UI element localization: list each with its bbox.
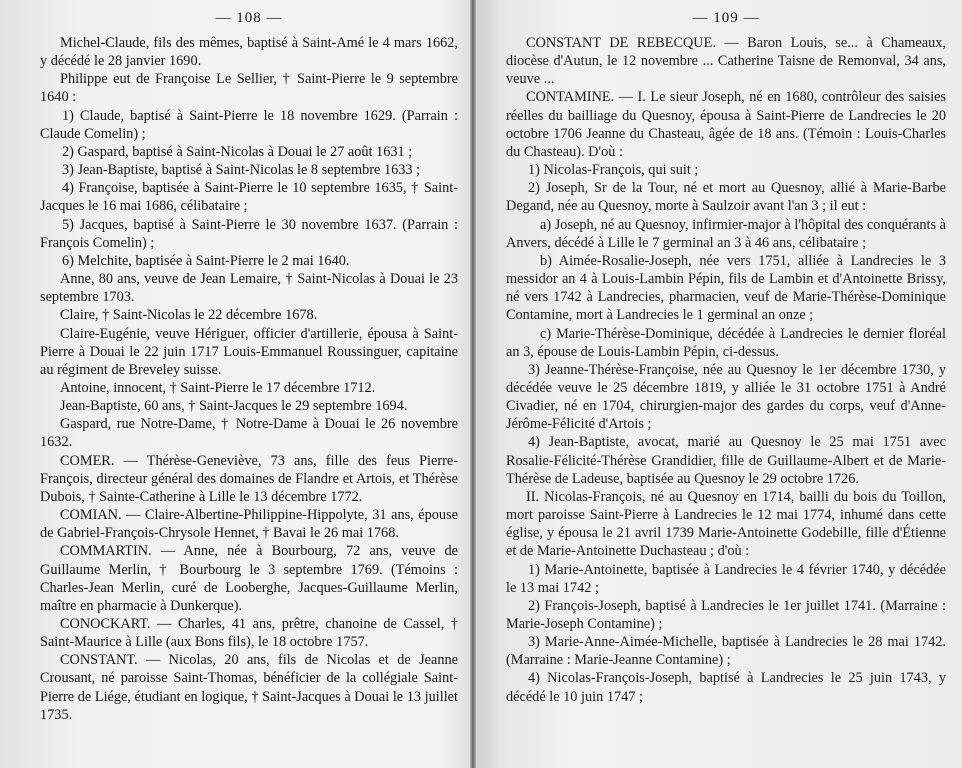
entry-paragraph: Michel-Claude, fils des mêmes, baptisé à Saint-Amé le 4 mars 1662, y décédé le 28 janvier 1690.: [40, 35, 458, 70]
entry-paragraph: a) Joseph, né au Quesnoy, infirmier-major à l'hôpital des conquérants à Anvers, décédé à Lille le 7 germinal an 3 à 46 ans, célibataire ;: [506, 216, 946, 251]
entry-paragraph: COMMARTIN. — Anne, née à Bourbourg, 72 ans, veuve de Guillaume Merlin, † Bourbourg le 3 septembre 1769. (Témoins : Charles-Jean Merlin, curé de Looberghe, Jacques-Guillaume Merlin, maître en pharmacie à Dunkerque).: [40, 543, 458, 614]
left-page: [0, 0, 472, 768]
entry-paragraph: Gaspard, rue Notre-Dame, † Notre-Dame à Douai le 26 novembre 1632.: [40, 416, 458, 451]
entry-paragraph: CONTAMINE. — I. Le sieur Joseph, né en 1680, contrôleur des saisies réelles du bailliage du Quesnoy, épousa à Saint-Pierre de Landrecies le 20 octobre 1706 Jeanne du Chasteau, âgée de 18 ans. (Témoin : Louis-Charles du Chasteau). D'où :: [506, 89, 946, 160]
entry-paragraph: Philippe eut de Françoise Le Sellier, † Saint-Pierre le 9 septembre 1640 :: [40, 71, 458, 106]
right-page: [472, 0, 962, 768]
page-body: [40, 34, 458, 724]
entry-paragraph: 3) Marie-Anne-Aimée-Michelle, baptisée à Landrecies le 28 mai 1742. (Marraine : Marie-Jeanne Contamine) ;: [506, 634, 946, 669]
entry-paragraph: 4) Nicolas-François-Joseph, baptisé à Landrecies le 25 juin 1743, y décédé le 10 juin 1747 ;: [506, 670, 946, 705]
entry-paragraph: 5) Jacques, baptisé à Saint-Pierre le 30 novembre 1637. (Parrain : François Comelin) ;: [40, 216, 458, 251]
entry-paragraph: CONSTANT DE REBECQUE. — Baron Louis, se... à Chameaux, diocèse d'Autun, le 12 novembre ... Catherine Taisne de Remonval, 34 ans, veuve ...: [506, 35, 946, 88]
entry-paragraph: 4) Jean-Baptiste, avocat, marié au Quesnoy le 25 mai 1751 avec Rosalie-Félicité-Thérèse Grandidier, fille de Guillaume-Albert et de Marie-Thérèse de Ladeuse, baptisée au Quesnoy le 29 octobre 1726.: [506, 434, 946, 487]
entry-paragraph: 4) Françoise, baptisée à Saint-Pierre le 10 septembre 1635, † Saint-Jacques le 16 mai 1686, célibataire ;: [40, 180, 458, 215]
entry-paragraph: CONOCKART. — Charles, 41 ans, prêtre, chanoine de Cassel, † Saint-Maurice à Lille (aux Bons fils), le 18 octobre 1757.: [40, 616, 458, 651]
entry-paragraph: 1) Claude, baptisé à Saint-Pierre le 18 novembre 1629. (Parrain : Claude Comelin) ;: [40, 107, 458, 142]
page-number: — 109 —: [692, 10, 760, 26]
entry-paragraph: 6) Melchite, baptisée à Saint-Pierre le 2 mai 1640.: [62, 252, 350, 269]
entry-paragraph: II. Nicolas-François, né au Quesnoy en 1714, bailli du bois du Toillon, mort paroisse Saint-Pierre à Landrecies le 12 mai 1774, inhumé dans cette église, y épousa le 21 avril 1739 Marie-Antoinette Godebille, fille d'Étienne et de Marie-Antoinette Duchasteau ; d'où :: [506, 488, 946, 560]
entry-paragraph: c) Marie-Thérèse-Dominique, décédée à Landrecies le dernier floréal an 3, épouse de Louis-Lambin Pépin, ci-dessus.: [506, 325, 946, 360]
entry-paragraph: Antoine, innocent, † Saint-Pierre le 17 décembre 1712.: [60, 379, 376, 396]
page-number: — 108 —: [215, 10, 283, 26]
entry-paragraph: 2) Gaspard, baptisé à Saint-Nicolas à Douai le 27 août 1631 ;: [62, 143, 413, 160]
entry-paragraph: COMER. — Thérèse-Geneviève, 73 ans, fille des feus Pierre-François, directeur général des domaines de Flandre et Artois, et Thérèse Dubois, † Sainte-Catherine à Lille le 13 décembre 1772.: [40, 452, 458, 505]
entry-paragraph: Claire-Eugénie, veuve Hériguer, officier d'artillerie, épousa à Saint-Pierre à Douai le 22 juin 1717 Louis-Emmanuel Roussinguer, capitaine au régiment de Breveley suisse.: [40, 325, 458, 378]
entry-paragraph: Jean-Baptiste, 60 ans, † Saint-Jacques le 29 septembre 1694.: [60, 398, 408, 415]
entry-paragraph: 1) Marie-Antoinette, baptisée à Landrecies le 4 février 1740, y décédée le 13 mai 1742 ;: [506, 561, 946, 596]
entry-paragraph: 2) François-Joseph, baptisé à Landrecies le 1er juillet 1741. (Marraine : Marie-Joseph Contamine) ;: [506, 597, 946, 632]
entry-paragraph: 1) Nicolas-François, qui suit ;: [528, 162, 699, 179]
entry-paragraph: 3) Jean-Baptiste, baptisé à Saint-Nicolas le 8 septembre 1633 ;: [62, 162, 421, 179]
entry-paragraph: CONSTANT. — Nicolas, 20 ans, fils de Nicolas et de Jeanne Crousant, né paroisse Saint-Thomas, bénéficier de la collégiale Saint-Pierre de Liége, étudiant en logique, † Saint-Jacques à Douai le 13 juillet 1735.: [40, 652, 458, 723]
entry-paragraph: Claire, † Saint-Nicolas le 22 décembre 1678.: [60, 307, 318, 324]
entry-paragraph: 2) Joseph, Sr de la Tour, né et mort au Quesnoy, allié à Marie-Barbe Degand, née au Quesnoy, morte à Saulzoir avant l'an 3 ; il eut :: [506, 180, 946, 215]
entry-paragraph: COMIAN. — Claire-Albertine-Philippine-Hippolyte, 31 ans, épouse de Gabriel-François-Chrysole Hennet, † Bavai le 26 mai 1768.: [40, 507, 458, 542]
entry-paragraph: 3) Jeanne-Thérèse-Françoise, née au Quesnoy le 1er décembre 1730, y décédée veuve le 25 décembre 1819, y alliée le 31 octobre 1751 à André Civadier, né en 1704, chirurgien-major des gardes du corps, veuf d'Anne-Jérôme-Félicité d'Artois ;: [506, 361, 946, 433]
entry-paragraph: Anne, 80 ans, veuve de Jean Lemaire, † Saint-Nicolas à Douai le 23 septembre 1703.: [40, 271, 458, 306]
page-body: [506, 34, 946, 706]
entry-paragraph: b) Aimée-Rosalie-Joseph, née vers 1751, alliée à Landrecies le 3 messidor an 4 à Louis-Lambin Pépin, fils de Lambin et d'Antoinette Brissy, né vers 1742 à Landrecies, pharmacien, veuf de Marie-Thérèse-Dominique Contamine, mort à Landrecies le 1 germinal an onze ;: [506, 252, 946, 324]
